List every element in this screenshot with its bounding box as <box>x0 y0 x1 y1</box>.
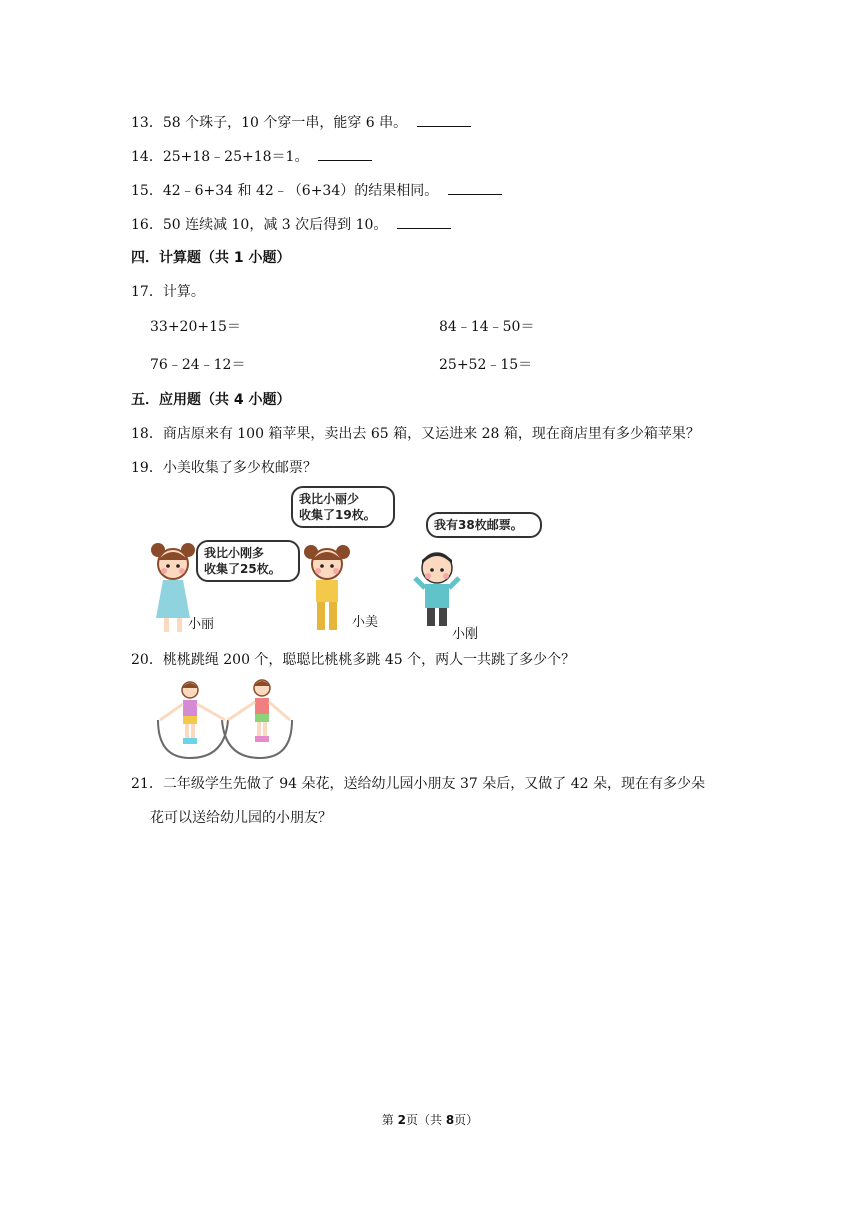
answer-blank-14[interactable] <box>318 146 372 161</box>
footer-middle: 页（共 <box>405 1113 446 1127</box>
bubble-xiaogang-text: 我有38枚邮票。 <box>434 518 523 532</box>
calc-expression-3: 76﹣24﹣12＝ <box>150 357 246 373</box>
speech-bubble-xiaogang <box>426 512 542 538</box>
question-14-text: 14．25+18﹣25+18＝1。 <box>131 149 309 165</box>
question-15-text: 15．42﹣6+34 和 42﹣（6+34）的结果相同。 <box>131 183 439 199</box>
name-label-xiaomei: 小美 <box>352 615 379 630</box>
calc-expression-2: 84﹣14﹣50＝ <box>439 319 535 335</box>
girl-xiaomei-figure <box>302 540 352 636</box>
footer-page-number: 2 <box>397 1113 406 1127</box>
question-15 <box>131 180 502 201</box>
footer-total-pages: 8 <box>445 1113 455 1127</box>
question-20: 20．桃桃跳绳 200 个，聪聪比桃桃多跳 45 个，两人一共跳了多少个？ <box>131 652 576 668</box>
speech-bubble-xiaoli <box>196 540 300 582</box>
question-21-line2: 花可以送给幼儿园的小朋友？ <box>150 810 332 826</box>
question-19: 19．小美收集了多少枚邮票？ <box>131 460 317 476</box>
jump-rope-illustration <box>150 678 300 760</box>
question-13-text: 13．58 个珠子，10 个穿一串，能穿 6 串。 <box>131 115 408 131</box>
bubble-xiaomei-line1: 我比小丽少 <box>299 492 360 506</box>
question-16 <box>131 214 451 235</box>
answer-blank-15[interactable] <box>448 180 502 195</box>
section-5-heading: 五．应用题（共 4 小题） <box>131 392 291 408</box>
answer-blank-16[interactable] <box>397 214 451 229</box>
page-footer <box>0 1111 860 1128</box>
question-21-line1: 21．二年级学生先做了 94 朵花，送给幼儿园小朋友 37 朵后，又做了 42 朵，现在有多少朵 <box>131 776 705 792</box>
speech-bubble-xiaomei <box>291 486 395 528</box>
footer-prefix: 第 <box>381 1113 398 1127</box>
question-18: 18．商店原来有 100 箱苹果，卖出去 65 箱，又运进来 28 箱，现在商店里有多少箱苹果？ <box>131 426 700 442</box>
calc-expression-4: 25+52﹣15＝ <box>439 357 533 373</box>
question-17: 17．计算。 <box>131 284 205 300</box>
bubble-xiaoli-line1: 我比小刚多 <box>204 546 265 560</box>
bubble-xiaoli-line2: 收集了25枚。 <box>204 562 281 576</box>
name-label-xiaoli: 小丽 <box>188 617 215 632</box>
calc-expression-1: 33+20+15＝ <box>150 319 241 335</box>
bubble-xiaomei-line2: 收集了19枚。 <box>299 508 376 522</box>
question-16-text: 16．50 连续减 10，减 3 次后得到 10。 <box>131 217 388 233</box>
question-14 <box>131 146 372 167</box>
footer-suffix: 页） <box>454 1113 479 1127</box>
question-13 <box>131 112 471 133</box>
answer-blank-13[interactable] <box>417 112 471 127</box>
name-label-xiaogang: 小刚 <box>452 627 479 642</box>
section-4-heading: 四．计算题（共 1 小题） <box>131 250 291 266</box>
